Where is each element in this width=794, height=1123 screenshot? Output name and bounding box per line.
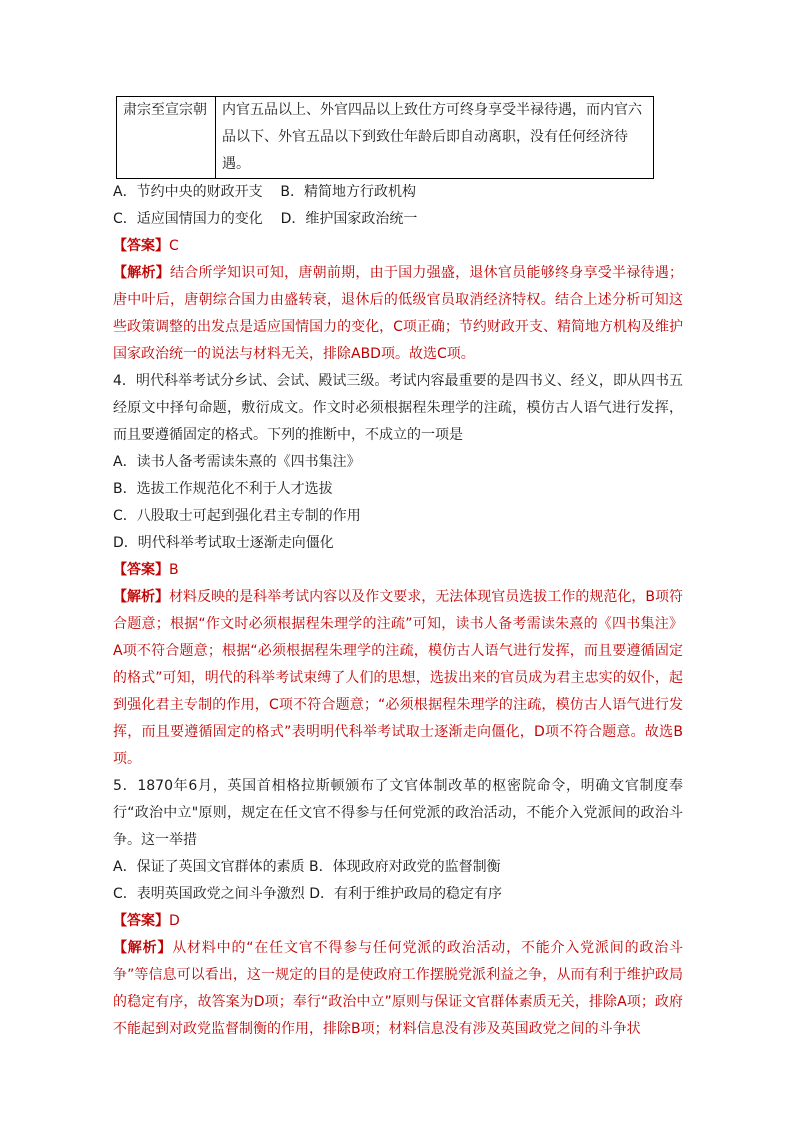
analysis-text: 结合所学知识可知，唐朝前期，由于国力强盛，退休官员能够终身享受半禄待遇；唐中叶后，唐朝综合国力由盛转衰，退休后的低级官员取消经济特权。结合上述分析可知这些政策调整的出发点是适应国情国力的变化，C项正确；节约财政开支、精简地方机构及维护国家政治统一的说法与材料无关，排除ABD项。故选C项。 [113, 265, 684, 362]
analysis-text: 从材料中的“在任文官不得参与任何党派的政治活动，不能介入党派间的政治斗争”等信息可以看出，这一规定的目的是使政府工作摆脱党派利益之争，从而有利于维护政局的稳定有序，故答案为D项；奉行“政治中立”原则与保证文官群体素质无关，排除A项；政府不能起到对政党监督制衡的作用，排除B项；材料信息没有涉及英国政党之间的斗争状 [113, 940, 684, 1037]
q4-analysis [113, 584, 683, 773]
q5-stem: 5．1870年6月，英国首相格拉斯顿颁布了文官体制改革的枢密院命令，明确文官制度奉行“政治中立"原则，规定在任文官不得参与任何党派的政治活动，不能介入党派间的政治斗争。这一举措 [113, 778, 683, 848]
answer-tag: 【答案】 [113, 913, 169, 929]
q4-option-d: D．明代科举考试取士逐渐走向僵化 [113, 535, 334, 551]
answer-value: D [169, 913, 180, 929]
q5-answer [113, 908, 683, 935]
q3-analysis [113, 260, 683, 368]
q3-options-line-1: A．节约中央的财政开支 B．精简地方行政机构 [113, 184, 416, 200]
table-row [117, 97, 654, 179]
analysis-tag: 【解析】 [113, 940, 173, 956]
analysis-tag: 【解析】 [113, 265, 171, 281]
q4-answer [113, 557, 683, 584]
policy-table [116, 96, 654, 179]
question-4 [113, 368, 683, 773]
analysis-text: 材料反映的是科举考试内容以及作文要求，无法体现官员选拔工作的规范化，B项符合题意；根据“作文时必须根据程朱理学的注疏”可知，读书人备考需读朱熹的《四书集注》A项不符合题意；根据“必须根据程朱理学的注疏，模仿古人语气进行发挥，而且要遵循固定的格式”可知，明代的科举考试束缚了人们的思想，选拔出来的官员成为君主忠实的奴仆，起到强化君主专制的作用，C项不符合题意；“必须根据程朱理学的注疏，模仿古人语气进行发挥，而且要遵循固定的格式”表明明代科举考试取士逐渐走向僵化，D项不符合题意。故选B项。 [113, 589, 684, 767]
answer-tag: 【答案】 [113, 238, 169, 254]
question-3 [113, 179, 683, 368]
page-content [113, 96, 683, 1043]
q4-stem: 4．明代科举考试分乡试、会试、殿试三级。考试内容最重要的是四书义、经义，即从四书五经原文中择句命题，敷衍成文。作文时必须根据程朱理学的注疏，模仿古人语气进行发挥，而且要遵循固定的格式。下列的推断中，不成立的一项是 [113, 373, 683, 443]
q4-option-c: C．八股取士可起到强化君主专制的作用 [113, 508, 361, 524]
answer-value: C [169, 238, 179, 254]
q5-analysis [113, 935, 683, 1043]
q3-options-line-2: C．适应国情国力的变化 D．维护国家政治统一 [113, 211, 418, 227]
q4-option-b: B．选拔工作规范化不利于人才选拔 [113, 481, 333, 497]
q5-options-line-1: A．保证了英国文官群体的素质 B．体现政府对政党的监督制衡 [113, 859, 501, 875]
q4-option-a: A．读书人备考需读朱熹的《四书集注》 [113, 454, 361, 470]
q3-answer [113, 233, 683, 260]
answer-tag: 【答案】 [113, 562, 169, 578]
q5-options-line-2: C．表明英国政党之间斗争激烈 D．有利于维护政局的稳定有序 [113, 886, 503, 902]
table-cell-era: 肃宗至宣宗朝 [117, 97, 216, 179]
question-5 [113, 773, 683, 1043]
table-cell-policy: 内官五品以上、外官四品以上致仕方可终身享受半禄待遇，而内官六品以下、外官五品以下到致仕年龄后即自动离职，没有任何经济待遇。 [216, 97, 654, 179]
analysis-tag: 【解析】 [113, 589, 170, 605]
answer-value: B [169, 562, 179, 578]
